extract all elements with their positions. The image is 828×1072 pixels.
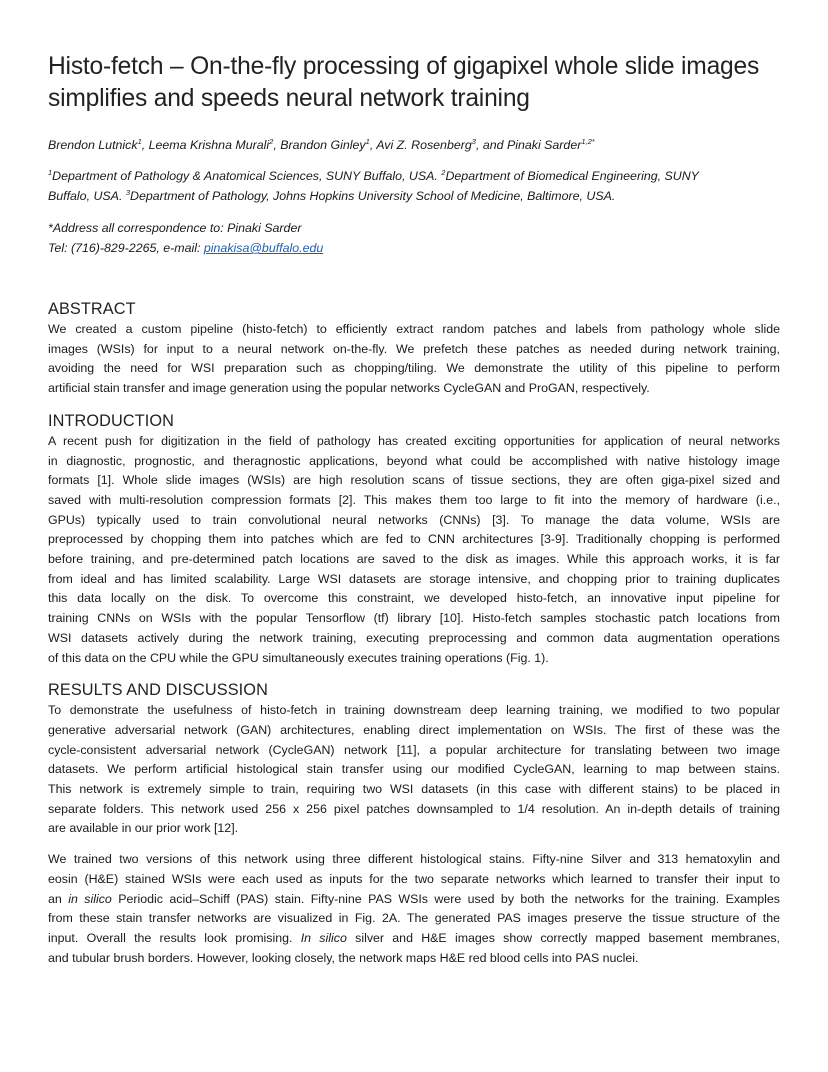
author-affil-sup: 1 <box>365 137 370 146</box>
author-separator: , <box>369 138 377 152</box>
correspondence <box>48 218 780 258</box>
author-separator: , <box>141 138 149 152</box>
text-line: avoiding the need for WSI preparation such as chopping/tiling. We demonstrate the utility of this pipeline to perform <box>48 361 780 376</box>
abstract-text <box>48 320 780 399</box>
author-affil-sup: 1 <box>137 137 142 146</box>
text-line: GPUs) typically used to train convolutional neural networks (CNNs) [3]. To manage the data volume, WSIs are <box>48 512 780 527</box>
affil-2-cont: Buffalo, USA. <box>48 189 126 203</box>
text-line: separate folders. This network used 256 x 256 pixel patches downsampled to 1/4 resolution. An in-depth details of training <box>48 801 780 816</box>
text-line: artificial stain transfer and image generation using the popular networks CycleGAN and ProGAN, respectively. <box>48 381 650 396</box>
text-line: images (WSIs) for input to a neural network on-the-fly. We prefetch these patches as needed during network training, <box>48 341 780 356</box>
author-name: Brandon Ginley <box>280 138 366 152</box>
text-line <box>48 890 780 910</box>
author-affil-sup: 3 <box>471 137 476 146</box>
title-line-1: Histo-fetch – On-the-fly processing of gigapixel whole slide images <box>48 53 760 80</box>
affil-sup-3: 3 <box>125 188 130 197</box>
text-segment: an <box>48 891 69 906</box>
introduction-heading: INTRODUCTION <box>48 411 175 430</box>
author-list <box>48 135 780 155</box>
text-segment: Periodic acid–Schiff (PAS) stain. Fifty-nine PAS WSIs were used by both the networks for the training. Examples <box>111 891 780 906</box>
author-name: Pinaki Sarder <box>506 138 582 152</box>
author-name: Leema Krishna Murali <box>148 138 270 152</box>
text-line: generative adversarial network (GAN) architectures, enabling direct implementation on WSIs. The first of these was the <box>48 722 780 737</box>
affiliations <box>48 166 780 206</box>
affil-1: Department of Pathology & Anatomical Sciences, SUNY Buffalo, USA. <box>52 169 442 183</box>
email-link[interactable]: pinakisa@buffalo.edu <box>203 241 324 255</box>
text-line: To demonstrate the usefulness of histo-fetch in training downstream deep learning training, we modified to two popular <box>48 703 780 718</box>
text-line: preprocessed by chopping them into patches which are fed to CNN architectures [3-9]. Traditionally chopping is performed <box>48 532 780 547</box>
title-line-2: simplifies and speeds neural network training <box>48 85 530 112</box>
text-line: saved with multi-resolution compression formats [2]. This makes them too large to fit into the memory of hardware (i.e., <box>48 492 780 507</box>
text-line: this data locally on the disk. To overcome this constraint, we developed histo-fetch, an innovative input pipeline for <box>48 591 780 606</box>
text-line: A recent push for digitization in the field of pathology has created exciting opportunities for application of neural networks <box>48 433 780 448</box>
affil-sup-1: 1 <box>48 168 53 177</box>
contact-line: Tel: (716)-829-2265, e-mail: <box>48 241 204 255</box>
results-paragraph-1 <box>48 701 780 839</box>
text-line: This network is extremely simple to train, requiring two WSI datasets (in this case with different stains) to be placed in <box>48 782 780 797</box>
author-separator: , <box>273 138 281 152</box>
author-name: Avi Z. Rosenberg <box>376 138 472 152</box>
text-line: are available in our prior work [12]. <box>48 821 239 836</box>
text-line: training CNNs on WSIs with the popular Tensorflow (tf) library [10]. Histo-fetch samples stochastic patch locations from <box>48 611 780 626</box>
text-line: We created a custom pipeline (histo-fetch) to efficiently extract random patches and labels from pathology whole slide <box>48 322 780 336</box>
results-paragraph-2 <box>48 850 780 968</box>
text-line: datasets. We perform artificial histological stain transfer using our modified CycleGAN, learning to map between stains. <box>48 762 780 777</box>
author-separator: , and <box>475 138 507 152</box>
author-affil-sup: 2 <box>269 137 274 146</box>
text-segment: silver and H&E images show correctly mapped basement membranes, <box>346 930 780 945</box>
correspondence-line: *Address all correspondence to: Pinaki Sarder <box>48 221 302 235</box>
text-line: We trained two versions of this network using three different histological stains. Fifty-nine Silver and 313 hematoxylin and <box>48 852 780 867</box>
text-line: before training, and pre-determined patch locations are saved to the disk as images. While this approach works, it is far <box>48 552 780 567</box>
text-line: and tubular brush borders. However, looking closely, the network maps H&E red blood cells into PAS nuclei. <box>48 950 639 965</box>
text-line: from ideal and has limited scalability. Large WSI datasets are storage intensive, and chopping prior to training duplicates <box>48 571 780 586</box>
author-affil-sup: 1,2* <box>581 137 595 146</box>
text-line: formats [1]. Whole slide images (WSIs) are high resolution scans of tissue sections, they are often giga-pixel sized and <box>48 473 780 488</box>
text-line <box>48 929 780 949</box>
introduction-text <box>48 432 780 668</box>
text-line: cycle-consistent adversarial network (CycleGAN) network [11], a popular architecture for translating between two image <box>48 742 780 757</box>
paper-title <box>48 51 780 115</box>
affil-2: Department of Biomedical Engineering, SUNY <box>445 169 699 183</box>
italic-term: In silico <box>300 930 347 945</box>
text-line: eosin (H&E) stained WSIs were each used as inputs for the two separate networks which learned to transfer their input to <box>48 871 780 886</box>
text-line: WSI datasets actively during the network training, executing preprocessing and common data augmentation operations <box>48 630 780 645</box>
affil-sup-2: 2 <box>441 168 446 177</box>
affil-3: Department of Pathology, Johns Hopkins University School of Medicine, Baltimore, USA. <box>130 189 616 203</box>
italic-term: in silico <box>68 891 112 906</box>
text-line: from these stain transfer networks are visualized in Fig. 2A. The generated PAS images preserve the tissue structure of the <box>48 911 780 926</box>
results-heading: RESULTS AND DISCUSSION <box>48 681 268 700</box>
text-segment: input. Overall the results look promising. <box>48 930 301 945</box>
author-name: Brendon Lutnick <box>48 138 138 152</box>
text-line: of this data on the CPU while the GPU simultaneously executes training operations (Fig. 1). <box>48 650 549 665</box>
abstract-heading: ABSTRACT <box>48 300 136 318</box>
text-line: in diagnostic, prognostic, and theragnostic applications, beyond what could be accomplished with native histology image <box>48 453 780 468</box>
